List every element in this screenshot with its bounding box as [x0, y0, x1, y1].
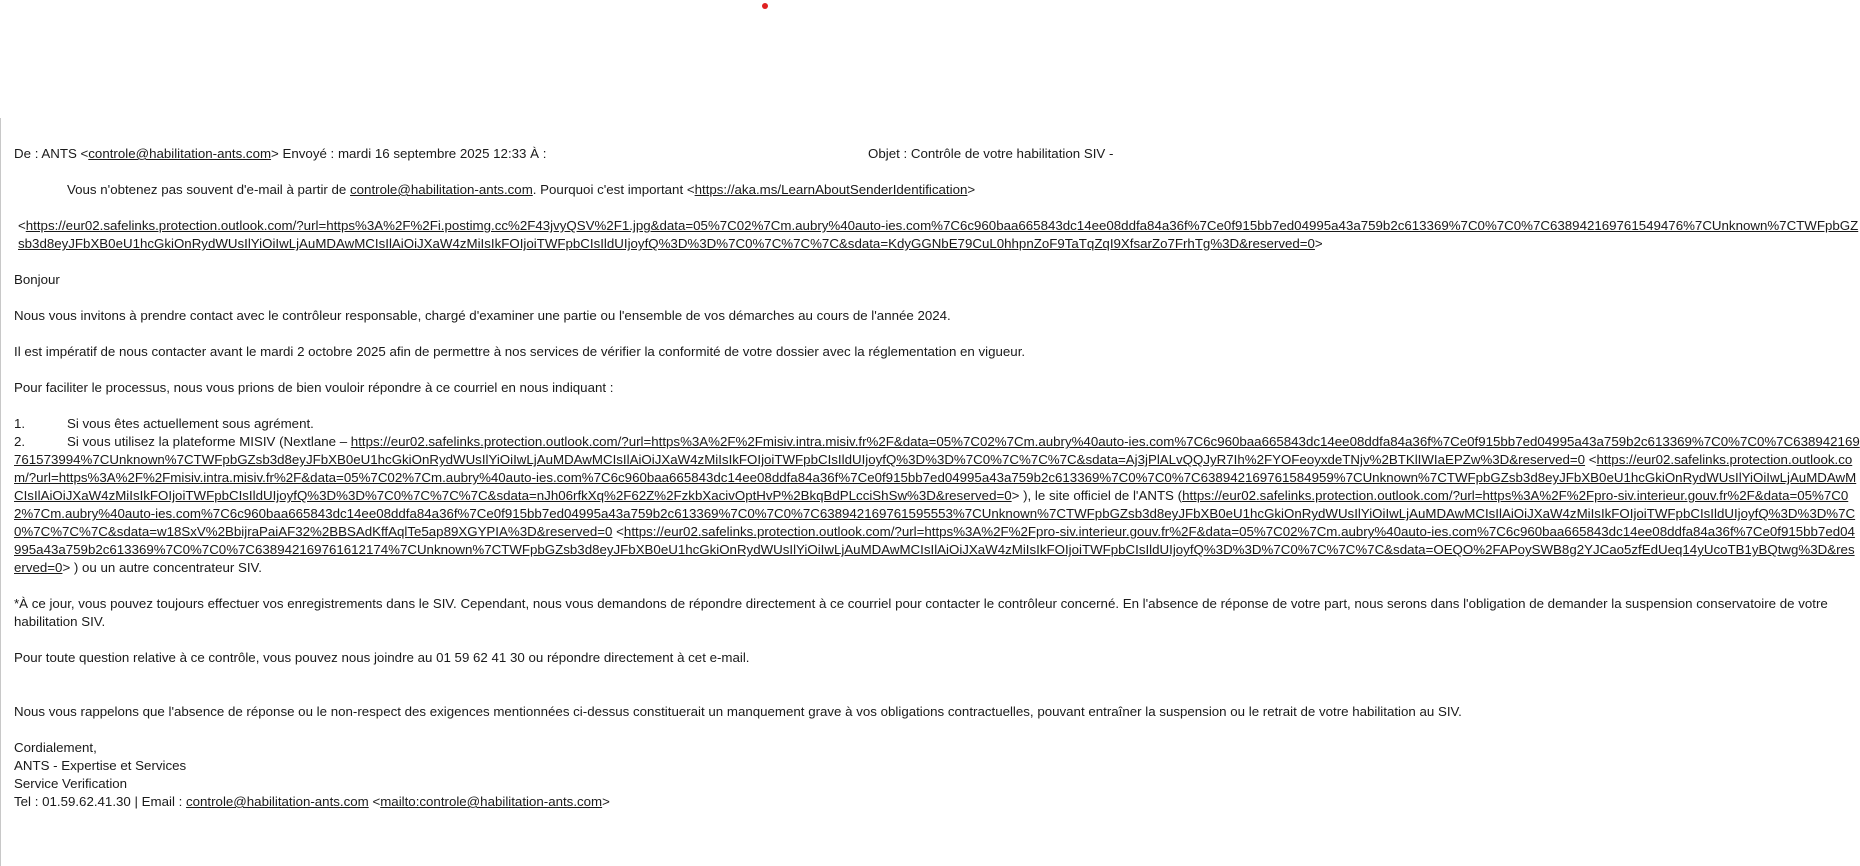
- signature-mid: <: [368, 794, 381, 809]
- notice-email-link[interactable]: controle@habilitation-ants.com: [350, 182, 533, 197]
- header-from-email-link[interactable]: controle@habilitation-ants.com: [88, 146, 272, 161]
- list-item-2-number: 2.: [14, 434, 26, 449]
- list-item-2: [14, 433, 1860, 577]
- email-body: [14, 145, 1860, 811]
- paragraph-1: Nous vous invitons à prendre contact avec le contrôleur responsable, chargé d'examiner une partie ou l'ensemble de vos démarches au cours de l'année 2024.: [14, 308, 951, 323]
- sender-notice: [14, 181, 1860, 199]
- list-item-1-text: Si vous êtes actuellement sous agrément.: [67, 416, 314, 431]
- signature-org: ANTS - Expertise et Services: [14, 758, 187, 773]
- prosiv-safelink-2[interactable]: https://eur02.safelinks.protection.outlook.com/?url=https%3A%2F%2Fpro-siv.interieur.gouv.fr%2F&data=05%7C02%7Cm.aubry%40auto-ies.com%7C6c960baa665843dc14ee08ddfa84a36f%7Ce0f915bb7ed04995a43a759b2c613369%7C0%7C0%7C638942169761612174%7CUnknown%7CTWFpbGZsb3d8eyJFbXB0eU1hcGkiOnRydWUsIlYiOiIwLjAuMDAwMCIsIlAiOiJXaW4zMiIsIkFOIjoiTWFpbCIsIldUIjoyfQ%3D%3D%7C0%7C%7C%7C&sdata=OEQO%2FAPoySWB8g2YJCao5zfEdUeq14yUcoTB1yBQtwg%3D&reserved=0: [14, 524, 1855, 575]
- learn-about-sender-link[interactable]: https://aka.ms/LearnAboutSenderIdentification: [694, 182, 968, 197]
- misiv-safelink-1[interactable]: https://eur02.safelinks.protection.outlook.com/?url=https%3A%2F%2Fmisiv.intra.misiv.fr%2F&data=05%7C02%7Cm.aubry%40auto-ies.com%7C6c960baa665843dc14ee08ddfa84a36f%7Ce0f915bb7ed04995a43a759b2c613369%7C0%7C0%7C638942169761573994%7CUnknown%7CTWFpbGZsb3d8eyJFbXB0eU1hcGkiOnRydWUsIlYiOiIwLjAuMDAwMCIsIlAiOiJXaW4zMiIsIkFOIjoiTWFpbCIsIldUIjoyfQ%3D%3D%7C0%7C%7C%7C&sdata=Aj3jPlALvQQJyR7Ih%2FYOFeoyxdeTNjv%2BTKlIWIaEPZw%3D&reserved=0: [14, 434, 1860, 467]
- signature-dept: Service Verification: [14, 776, 128, 791]
- header-from-label: De : ANTS <: [14, 146, 89, 161]
- signature-tel: Tel : 01.59.62.41.30 | Email :: [14, 794, 186, 809]
- notice-prefix: Vous n'obtenez pas souvent d'e-mail à partir de: [67, 182, 351, 197]
- paragraph-4: *À ce jour, vous pouvez toujours effectuer vos enregistrements dans le SIV. Cependant, nous vous demandons de répondre directement à ce courriel pour contacter le contrôleur concerné. En l'absence de réponse de votre part, nous serons dans l'obligation de demander la suspension conservatoire de votre habilitation SIV.: [14, 596, 1828, 629]
- left-border-line: [0, 118, 1, 866]
- paragraph-3: Pour faciliter le processus, nous vous prions de bien vouloir répondre à ce courriel en nous indiquant :: [14, 380, 614, 395]
- red-dot-marker: [762, 3, 768, 9]
- prosiv-safelink-1[interactable]: https://eur02.safelinks.protection.outlook.com/?url=https%3A%2F%2Fpro-siv.interieur.gouv.fr%2F&data=05%7C02%7Cm.aubry%40auto-ies.com%7C6c960baa665843dc14ee08ddfa84a36f%7Ce0f915bb7ed04995a43a759b2c613369%7C0%7C0%7C638942169761595553%7CUnknown%7CTWFpbGZsb3d8eyJFbXB0eU1hcGkiOnRydWUsIlYiOiIwLjAuMDAwMCIsIlAiOiJXaW4zMiIsIkFOIjoiTWFpbCIsIldUIjoyfQ%3D%3D%7C0%7C%7C%7C&sdata=w18SxV%2BbijraPaiAF32%2BBSAdKffAqlTe5ap89XGYPIA%3D&reserved=0: [14, 488, 1856, 539]
- item2-sep3: <: [612, 524, 624, 539]
- item2-prefix: Si vous utilisez la plateforme MISIV (Nextlane –: [67, 434, 351, 449]
- paragraph-5: Pour toute question relative à ce contrôle, vous pouvez nous joindre au 01 59 62 41 30 ou répondre directement à cet e-mail.: [14, 650, 750, 665]
- item2-sep1: <: [1585, 452, 1597, 467]
- paragraph-2: Il est impératif de nous contacter avant le mardi 2 octobre 2025 afin de permettre à nos services de vérifier la conformité de votre dossier avec la réglementation en vigueur.: [14, 344, 1026, 359]
- paragraph-6: Nous vous rappelons que l'absence de réponse ou le non-respect des exigences mentionnées ci-dessus constituerait un manquement grave à vos obligations contractuelles, pouvant entraîner la suspension ou le retrait de votre habilitation au SIV.: [14, 704, 1462, 719]
- notice-suffix: >: [967, 182, 976, 197]
- image-link-suffix: >: [1314, 236, 1323, 251]
- signature-contact: [14, 793, 1860, 811]
- item2-suffix: > ) ou un autre concentrateur SIV.: [62, 560, 262, 575]
- list-item-1: [14, 415, 1860, 433]
- email-header: [14, 145, 1860, 163]
- misiv-safelink-2[interactable]: https://eur02.safelinks.protection.outlook.com/?url=https%3A%2F%2Fmisiv.intra.misiv.fr%2F&data=05%7C02%7Cm.aubry%40auto-ies.com%7C6c960baa665843dc14ee08ddfa84a36f%7Ce0f915bb7ed04995a43a759b2c613369%7C0%7C0%7C638942169761584959%7CUnknown%7CTWFpbGZsb3d8eyJFbXB0eU1hcGkiOnRydWUsIlYiOiIwLjAuMDAwMCIsIlAiOiJXaW4zMiIsIkFOIjoiTWFpbCIsIldUIjoyfQ%3D%3D%7C0%7C%7C%7C&sdata=nJh06rfkXq%2F62Z%2FzkbXacivOptHvP%2BkqBdPLcciShSw%3D&reserved=0: [14, 452, 1857, 503]
- image-link-block: [14, 217, 1860, 253]
- image-link-prefix: <: [18, 218, 26, 233]
- greeting: Bonjour: [14, 272, 60, 287]
- header-subject: Objet : Contrôle de votre habilitation SIV -: [868, 146, 1114, 161]
- item2-sep2: > ), le site officiel de l'ANTS (: [1011, 488, 1183, 503]
- signature-email-link[interactable]: controle@habilitation-ants.com: [185, 794, 369, 809]
- signature-mailto-link[interactable]: mailto:controle@habilitation-ants.com: [380, 794, 603, 809]
- notice-middle: . Pourquoi c'est important <: [532, 182, 695, 197]
- signature-closing: Cordialement,: [14, 740, 97, 755]
- list-item-1-number: 1.: [14, 416, 26, 431]
- header-sent: > Envoyé : mardi 16 septembre 2025 12:33 À :: [271, 146, 547, 161]
- signature-suffix: >: [602, 794, 610, 809]
- image-safelink[interactable]: https://eur02.safelinks.protection.outlook.com/?url=https%3A%2F%2Fi.postimg.cc%2F43jvyQSV%2F1.jpg&data=05%7C02%7Cm.aubry%40auto-ies.com%7C6c960baa665843dc14ee08ddfa84a36f%7Ce0f915bb7ed04995a43a759b2c613369%7C0%7C0%7C638942169761549476%7CUnknown%7CTWFpbGZsb3d8eyJFbXB0eU1hcGkiOnRydWUsIlYiOiIwLjAuMDAwMCIsIlAiOiJXaW4zMiIsIkFOIjoiTWFpbCIsIldUIjoyfQ%3D%3D%7C0%7C%7C%7C&sdata=KdyGGNbE79CuL0hhpnZoF9TaTqZqI9XfsarZo7FrhTg%3D&reserved=0: [18, 218, 1859, 251]
